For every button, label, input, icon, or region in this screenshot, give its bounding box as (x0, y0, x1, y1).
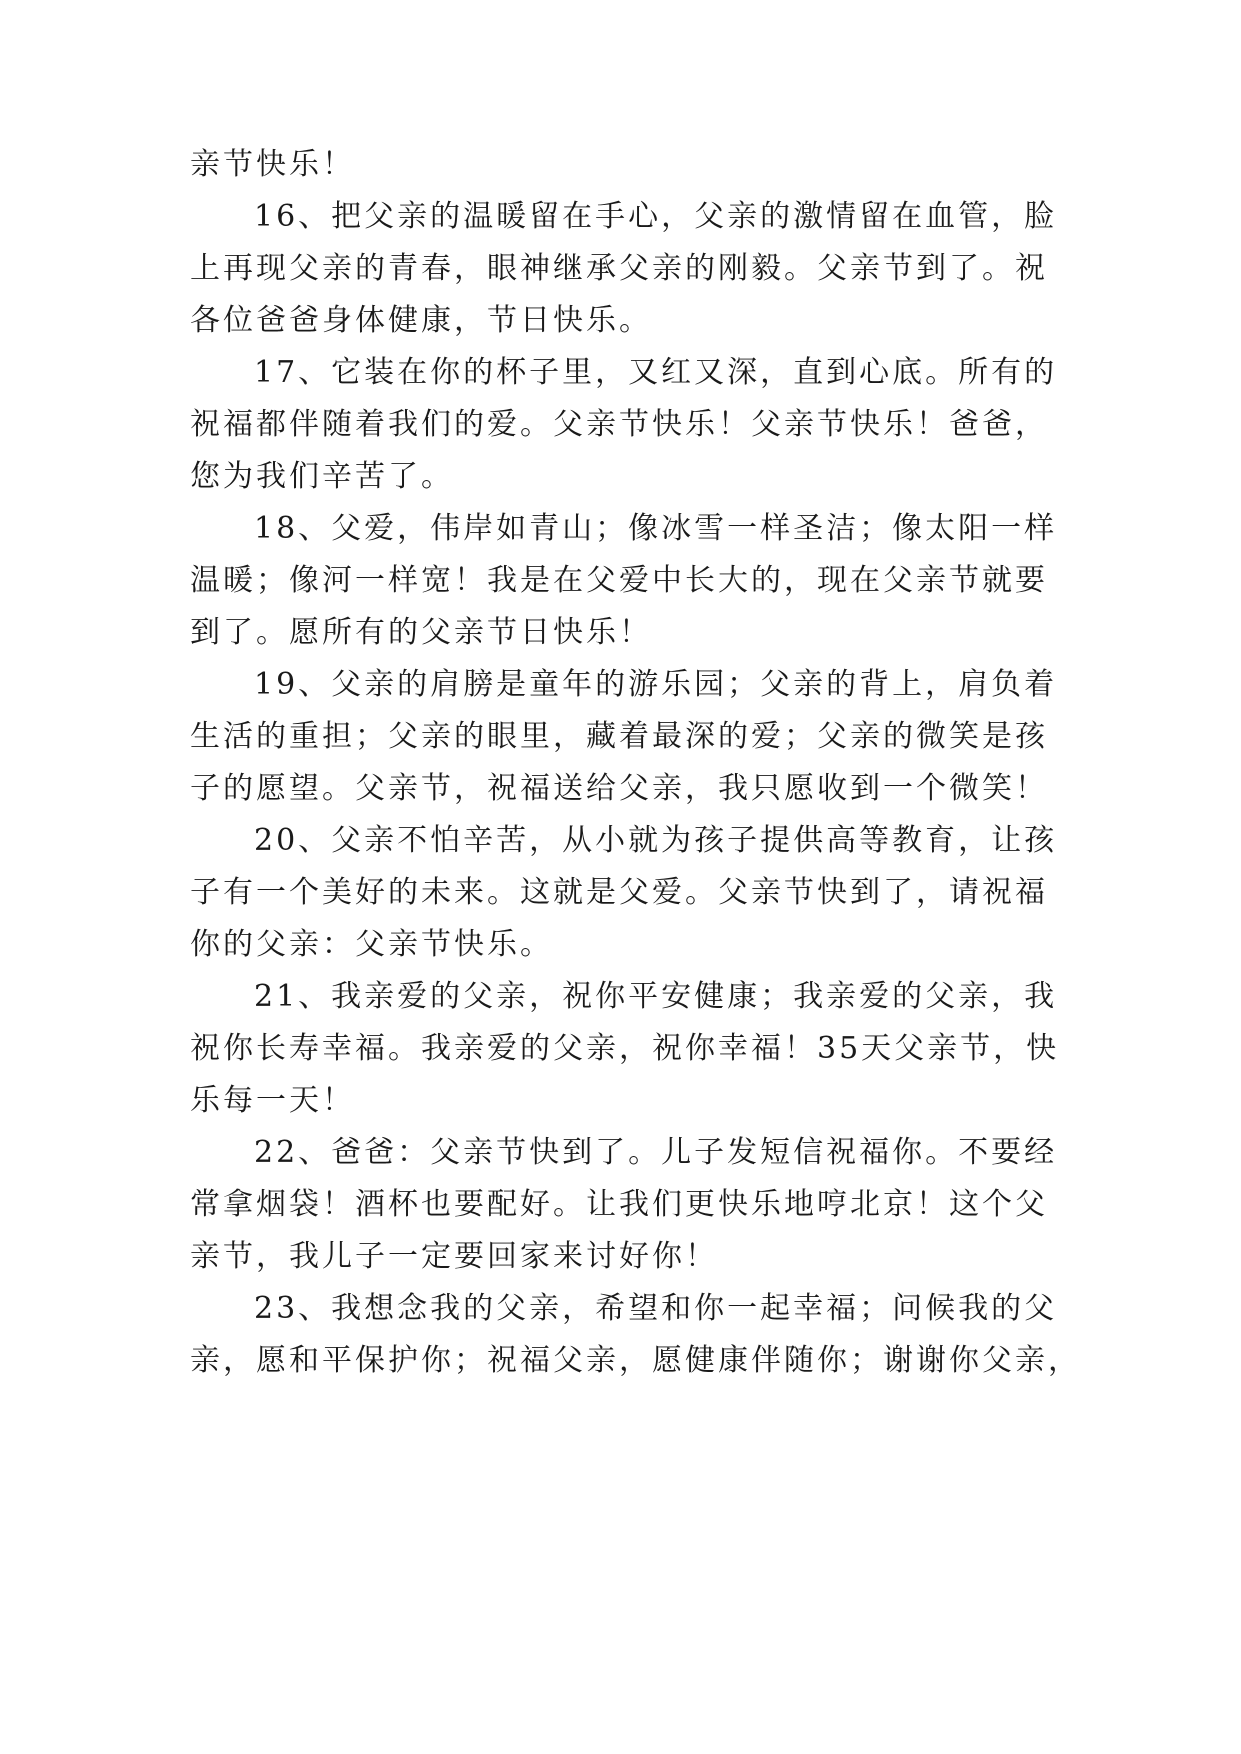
paragraph-16-line-1: 16、把父亲的温暖留在手心，父亲的激情留在血管，脸 (254, 199, 1058, 234)
paragraph-23-line-1: 23、我想念我的父亲，希望和你一起幸福；问候我的父 (254, 1291, 1058, 1326)
paragraph-21-line-3: 乐每一天！ (190, 1083, 355, 1118)
paragraph-21-line-2: 祝你长寿幸福。我亲爱的父亲，祝你幸福！35天父亲节，快 (190, 1031, 1060, 1066)
paragraph-18-line-1: 18、父爱，伟岸如青山；像冰雪一样圣洁；像太阳一样 (254, 511, 1058, 546)
paragraph-23-line-2: 亲，愿和平保护你；祝福父亲，愿健康伴随你；谢谢你父亲， (190, 1343, 1081, 1378)
paragraph-22-line-2: 常拿烟袋！酒杯也要配好。让我们更快乐地哼北京！这个父 (190, 1187, 1048, 1222)
paragraph-19-line-1: 19、父亲的肩膀是童年的游乐园；父亲的背上，肩负着 (254, 667, 1058, 702)
paragraph-16-line-2: 上再现父亲的青春，眼神继承父亲的刚毅。父亲节到了。祝 (190, 251, 1048, 286)
paragraph-22-line-3: 亲节，我儿子一定要回家来讨好你！ (190, 1239, 718, 1274)
paragraph-17-line-3: 您为我们辛苦了。 (190, 459, 454, 494)
paragraph-18-line-3: 到了。愿所有的父亲节日快乐！ (190, 615, 652, 650)
paragraph-20-line-1: 20、父亲不怕辛苦，从小就为孩子提供高等教育，让孩 (254, 823, 1058, 858)
paragraph-17-line-1: 17、它装在你的杯子里，又红又深，直到心底。所有的 (254, 355, 1058, 390)
text-line: 亲节快乐！ (190, 147, 355, 182)
paragraph-18-line-2: 温暖；像河一样宽！我是在父爱中长大的，现在父亲节就要 (190, 563, 1048, 598)
paragraph-19-line-2: 生活的重担；父亲的眼里，藏着最深的爱；父亲的微笑是孩 (190, 719, 1048, 754)
paragraph-17-line-2: 祝福都伴随着我们的爱。父亲节快乐！父亲节快乐！爸爸， (190, 407, 1048, 442)
paragraph-20-line-2: 子有一个美好的未来。这就是父爱。父亲节快到了，请祝福 (190, 875, 1048, 910)
paragraph-16-line-3: 各位爸爸身体健康，节日快乐。 (190, 303, 652, 338)
paragraph-20-line-3: 你的父亲：父亲节快乐。 (190, 927, 553, 962)
paragraph-19-line-3: 子的愿望。父亲节，祝福送给父亲，我只愿收到一个微笑！ (190, 771, 1048, 806)
paragraph-21-line-1: 21、我亲爱的父亲，祝你平安健康；我亲爱的父亲，我 (254, 979, 1058, 1014)
paragraph-22-line-1: 22、爸爸：父亲节快到了。儿子发短信祝福你。不要经 (254, 1135, 1058, 1170)
